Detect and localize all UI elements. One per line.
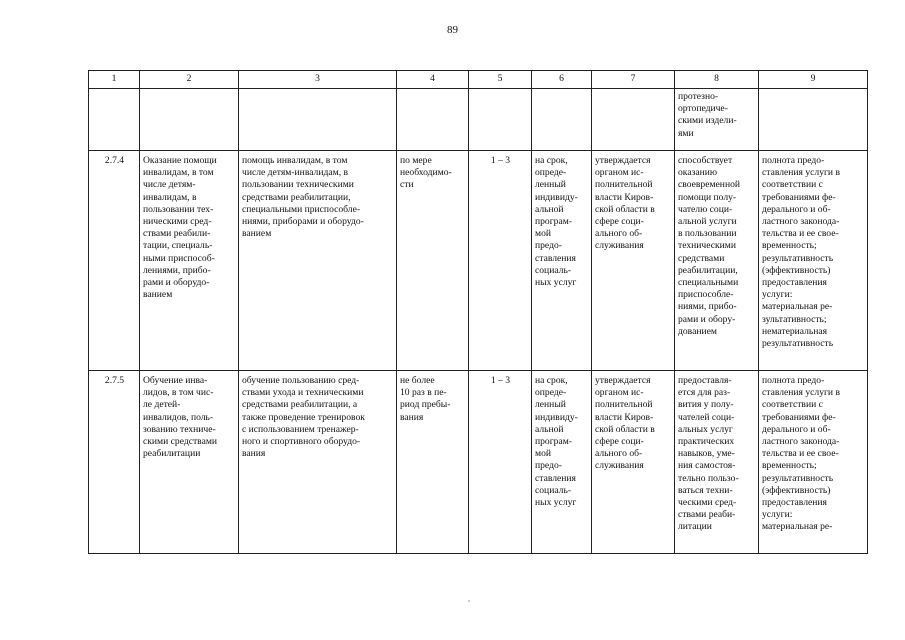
header-row xyxy=(89,71,868,89)
service-quality: полнота предо- ставления услуги в соответствии с требованиями фе- дерального и об- ластного законода- тельства и ее свое- временность; результативность (эффективность) предоставления услуги: материальная ре- xyxy=(759,371,868,554)
table-cell xyxy=(239,89,397,151)
service-purpose: способствует оказанию своевременной помощи полу- чателю соци- альной услуги в пользовании техническими средствами реабилитации, специальными приспособле- ниями, прибо- рами и обору- дованием xyxy=(675,151,759,371)
services-table xyxy=(88,70,868,554)
table-row xyxy=(89,151,868,371)
column-header: 5 xyxy=(469,71,532,89)
service-content: обучение пользованию сред- ствами ухода и техническими средствами реабилитации, а также проведение тренировок с использованием тренажер- ного и спортивного оборудо- вания xyxy=(239,371,397,554)
scan-speck xyxy=(468,600,470,602)
service-frequency: не более 10 раз в пе- риод пребы- вания xyxy=(397,371,469,554)
column-header: 4 xyxy=(397,71,469,89)
column-header: 1 xyxy=(89,71,140,89)
service-name: Оказание помощи инвалидам, в том числе детям- инвалидам, в пользовании тех- ническими сред- ствами реабили- тации, специаль- ными приспособ- лениями, прибо- рами и оборудо- ванием xyxy=(140,151,239,371)
column-header: 8 xyxy=(675,71,759,89)
service-frequency: по мере необходимо- сти xyxy=(397,151,469,371)
column-header: 9 xyxy=(759,71,868,89)
service-code: 2.7.5 xyxy=(89,371,140,554)
service-approval: утверждается органом ис- полнительной власти Киров- ской области в сфере соци- ального об- служивания xyxy=(592,371,675,554)
column-header: 6 xyxy=(532,71,592,89)
service-purpose: предоставля- ется для раз- вития у полу- чателей соци- альных услуг практических навыков, уме- ния самостоя- тельно пользо- ваться техни- ческими сред- ствами реаби- литации xyxy=(675,371,759,554)
service-approval: утверждается органом ис- полнительной власти Киров- ской области в сфере соци- ального об- служивания xyxy=(592,151,675,371)
service-content: помощь инвалидам, в том числе детям-инвалидам, в пользовании техническими средствами реабилитации, специальными приспособле- ниями, приборами и оборудо- ванием xyxy=(239,151,397,371)
service-name: Обучение инва- лидов, в том чис- ле детей- инвалидов, поль- зованию техниче- скими средствами реабилитации xyxy=(140,371,239,554)
table-cell xyxy=(759,89,868,151)
column-header: 2 xyxy=(140,71,239,89)
table-cell xyxy=(89,89,140,151)
table-cell xyxy=(592,89,675,151)
continuation-row xyxy=(89,89,868,151)
column-header: 3 xyxy=(239,71,397,89)
column-header: 7 xyxy=(592,71,675,89)
table-cell: протезно- ортопедиче- скими издели- ями xyxy=(675,89,759,151)
service-range: 1 – 3 xyxy=(469,371,532,554)
page-number: 89 xyxy=(447,24,458,36)
service-term: на срок, опреде- ленный индивиду- альной програм- мой предо- ставления социаль- ных услуг xyxy=(532,151,592,371)
table-cell xyxy=(397,89,469,151)
table-cell xyxy=(140,89,239,151)
table-cell xyxy=(469,89,532,151)
table-cell xyxy=(532,89,592,151)
service-quality: полнота предо- ставления услуги в соответствии с требованиями фе- дерального и об- ластного законода- тельства и ее свое- временность; результативность (эффективность) предоставления услуги: материальная ре- зультативность; нематериальная результативность xyxy=(759,151,868,371)
table-row xyxy=(89,371,868,554)
service-code: 2.7.4 xyxy=(89,151,140,371)
service-term: на срок, опреде- ленный индивиду- альной програм- мой предо- ставления социаль- ных услуг xyxy=(532,371,592,554)
service-range: 1 – 3 xyxy=(469,151,532,371)
